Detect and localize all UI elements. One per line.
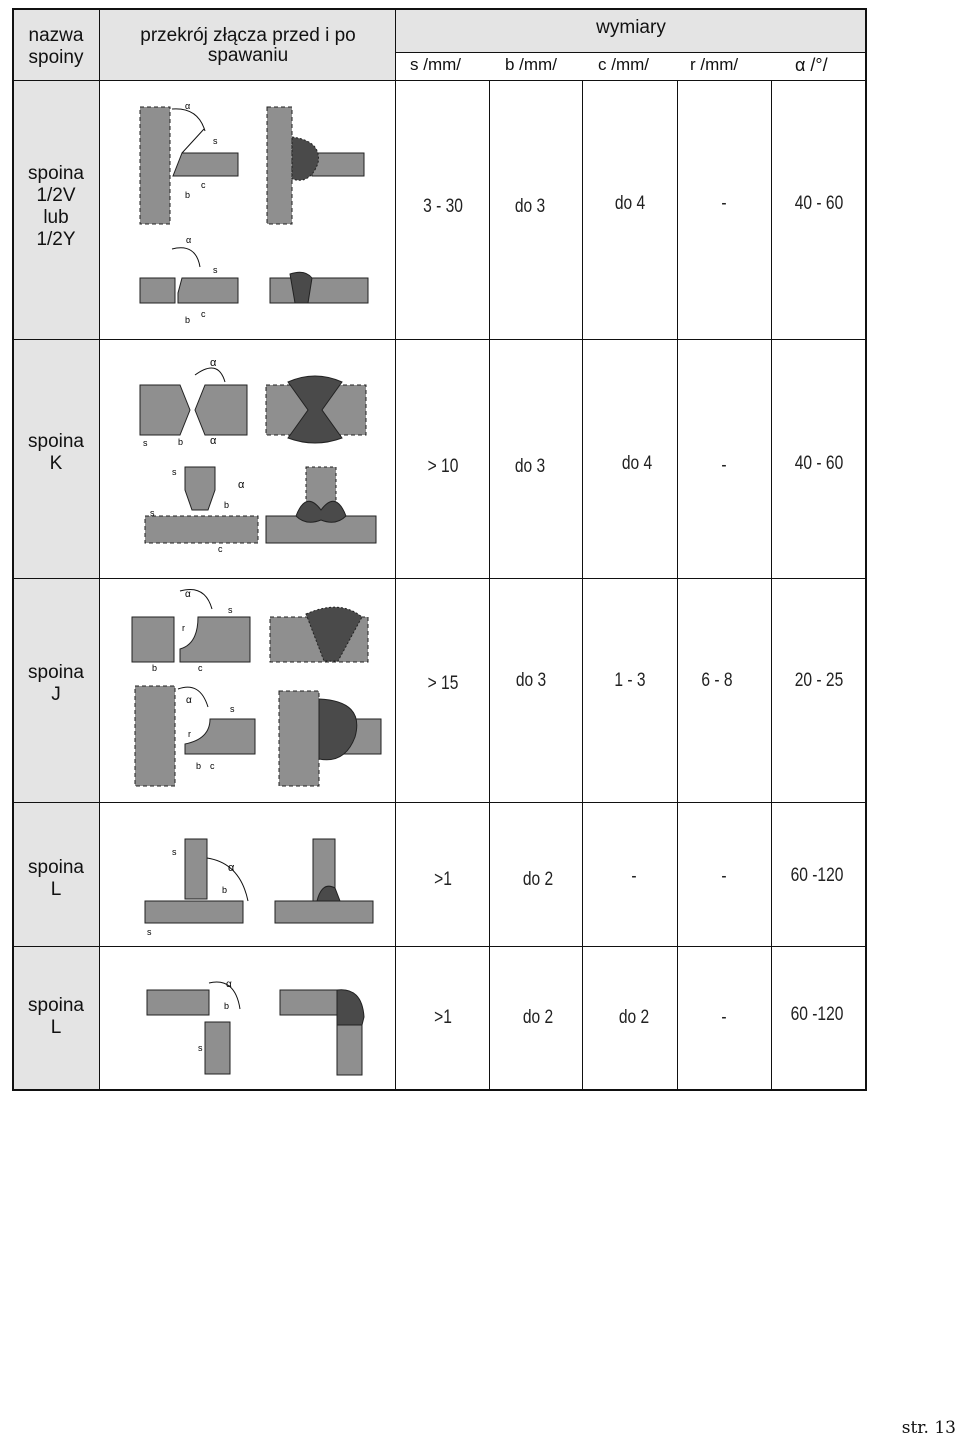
joint-diagram-l-t	[100, 803, 395, 946]
row-name-line: lub	[43, 207, 69, 228]
cell-alpha: 60 -120	[790, 865, 844, 886]
j-butt-before	[132, 589, 250, 673]
header-name-col	[12, 25, 100, 69]
svg-text:α: α	[186, 695, 192, 706]
row-name-line: J	[51, 684, 61, 705]
row-name	[12, 857, 100, 901]
half-v-t-joint-after	[267, 107, 364, 224]
svg-text:α: α	[185, 101, 191, 111]
divider-col-b	[489, 80, 490, 1091]
svg-text:r: r	[182, 623, 185, 633]
cell-b: do 3	[514, 456, 546, 477]
divider-dim-header	[396, 52, 866, 53]
cell-c: -	[631, 866, 637, 887]
row-name	[12, 431, 100, 475]
svg-text:s: s	[172, 847, 177, 857]
j-t-before	[135, 686, 255, 786]
l-corner-after	[280, 990, 364, 1075]
joint-diagram-k	[100, 340, 395, 578]
cell-r: -	[721, 866, 727, 887]
table-border-bottom	[12, 1089, 867, 1091]
row-name-line: L	[50, 879, 62, 900]
sub-header-s: s /mm/	[410, 55, 461, 74]
svg-text:b: b	[185, 315, 191, 325]
table-border-top	[12, 8, 867, 10]
l-t-before	[145, 839, 248, 937]
svg-text:s: s	[228, 605, 233, 615]
svg-text:c: c	[198, 663, 203, 673]
header-section-line-1: przekrój złącza przed i po	[140, 25, 356, 46]
svg-text:b: b	[224, 1001, 230, 1011]
svg-text:b: b	[222, 885, 228, 895]
l-t-after	[275, 839, 373, 923]
cell-b: do 3	[514, 196, 546, 217]
row-name-line: spoina	[28, 431, 84, 452]
svg-text:c: c	[201, 180, 206, 190]
cell-r: -	[721, 1007, 727, 1028]
table-border-right	[865, 8, 867, 1091]
joint-diagram-half-v	[100, 81, 395, 339]
joint-diagram-l-corner	[100, 947, 395, 1089]
cell-s: > 10	[427, 456, 459, 477]
sub-header-c: c /mm/	[598, 55, 649, 74]
svg-text:s: s	[230, 704, 235, 714]
header-section-col	[100, 25, 396, 67]
half-y-butt-after	[270, 272, 368, 303]
row-name-line: spoina	[28, 163, 84, 184]
cell-alpha: 40 - 60	[794, 453, 844, 474]
cell-c: do 4	[621, 453, 653, 474]
cell-b: do 2	[522, 869, 554, 890]
svg-text:α: α	[226, 979, 232, 990]
divider-col-c	[582, 80, 583, 1091]
svg-text:α: α	[238, 479, 245, 491]
divider-col-alpha	[771, 80, 772, 1091]
k-t-after	[266, 467, 376, 543]
sub-header-b: b /mm/	[505, 55, 557, 74]
header-name-line-2: spoiny	[28, 47, 84, 68]
cell-c: do 2	[618, 1007, 650, 1028]
svg-text:α: α	[186, 235, 192, 245]
svg-text:s: s	[150, 508, 155, 518]
sub-header-r: r /mm/	[690, 55, 739, 74]
l-corner-before	[147, 979, 240, 1074]
cell-alpha: 60 -120	[790, 1004, 844, 1025]
svg-text:b: b	[178, 437, 184, 447]
row-name-line: spoina	[28, 857, 84, 878]
cell-c: do 4	[614, 193, 646, 214]
cell-s: >1	[434, 869, 452, 890]
row-name-line: 1/2Y	[36, 229, 76, 250]
svg-text:s: s	[198, 1043, 203, 1053]
svg-text:α: α	[228, 862, 235, 874]
header-dimensions: wymiary	[596, 17, 666, 38]
svg-text:b: b	[185, 190, 191, 200]
svg-text:α: α	[210, 435, 217, 447]
svg-text:s: s	[143, 438, 148, 448]
page-number: str. 13	[901, 1418, 956, 1438]
svg-text:c: c	[218, 544, 223, 554]
cell-s: >1	[434, 1007, 452, 1028]
row-name-line: K	[49, 453, 63, 474]
cell-s: > 15	[427, 673, 459, 694]
divider-section	[395, 8, 396, 1091]
cell-r: 6 - 8	[701, 670, 733, 691]
svg-text:c: c	[201, 309, 206, 319]
half-v-t-joint-before	[140, 101, 238, 224]
svg-text:c: c	[210, 761, 215, 771]
row-name	[12, 995, 100, 1039]
row-name-line: spoina	[28, 995, 84, 1016]
cell-b: do 2	[522, 1007, 554, 1028]
k-t-before	[145, 467, 258, 554]
row-name-line: spoina	[28, 662, 84, 683]
svg-text:s: s	[213, 265, 218, 275]
header-section-line-2: spawaniu	[207, 45, 289, 66]
cell-r: -	[721, 455, 727, 476]
j-butt-after	[270, 607, 368, 662]
cell-r: -	[721, 193, 727, 214]
row-name-line: L	[50, 1017, 62, 1038]
row-name	[12, 662, 100, 706]
cell-b: do 3	[515, 670, 547, 691]
svg-text:r: r	[188, 729, 191, 739]
svg-text:b: b	[224, 500, 230, 510]
row-name	[12, 163, 100, 251]
cell-c: 1 - 3	[614, 670, 646, 691]
k-butt-before	[140, 357, 247, 448]
svg-text:b: b	[196, 761, 202, 771]
sub-header-alpha: α /°/	[795, 55, 828, 75]
svg-text:b: b	[152, 663, 158, 673]
k-butt-after	[266, 376, 366, 443]
svg-text:α: α	[210, 357, 217, 369]
cell-s: 3 - 30	[423, 196, 463, 217]
svg-text:s: s	[147, 927, 152, 937]
svg-text:s: s	[213, 136, 218, 146]
svg-text:α: α	[185, 589, 191, 600]
joint-diagram-j	[100, 579, 395, 802]
row-name-line: 1/2V	[36, 185, 76, 206]
svg-text:s: s	[172, 467, 177, 477]
header-name-line-1: nazwa	[28, 25, 84, 46]
cell-alpha: 20 - 25	[794, 670, 844, 691]
j-t-after	[279, 691, 381, 786]
divider-col-r	[677, 80, 678, 1091]
half-y-butt-before	[140, 235, 238, 325]
cell-alpha: 40 - 60	[794, 193, 844, 214]
